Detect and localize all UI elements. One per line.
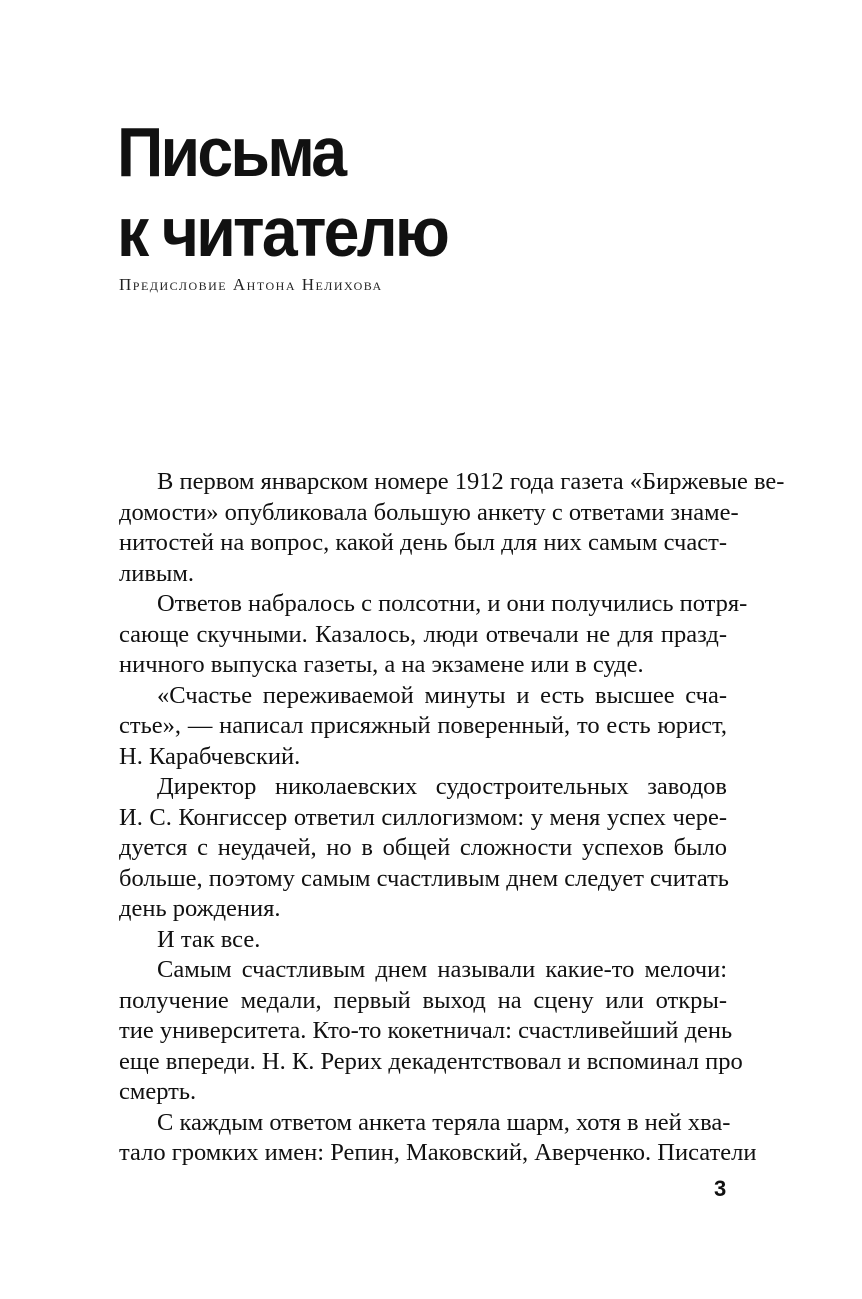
text-line: день рождения.	[119, 895, 281, 922]
paragraph	[119, 589, 748, 681]
text-line: смерть.	[119, 1078, 197, 1105]
text-line: стье», — написал присяжный поверенный, то есть юрист,	[119, 712, 727, 739]
text-line: дуется с неудачей, но в общей сложности успехов было	[119, 834, 727, 861]
text-line: Ответов набралось с полсотни, и они получились потря-	[157, 590, 748, 617]
text-line: В первом январском номере 1912 года газета «Биржевые ве-	[157, 468, 785, 495]
paragraph	[119, 925, 727, 956]
text-line: сающе скучными. Казалось, люди отвечали не для празд-	[119, 620, 727, 648]
text-line: ничного выпуска газеты, а на экзамене или в суде.	[119, 651, 644, 678]
paragraph	[119, 772, 727, 925]
body-text	[119, 467, 785, 1169]
chapter-title	[117, 112, 447, 272]
text-line: тало громких имен: Репин, Маковский, Аверченко. Писатели	[119, 1139, 757, 1166]
text-line: тие университета. Кто-то кокетничал: счастливейший день	[119, 1017, 733, 1044]
text-line: Самым счастливым днем называли какие-то мелочи:	[157, 956, 727, 983]
chapter-subtitle: Предисловие Антона Нелихова	[119, 275, 383, 294]
text-line: И. С. Конгиссер ответил силлогизмом: у меня успех чере-	[119, 803, 727, 831]
text-line: больше, поэтому самым счастливым днем следует считать	[119, 864, 729, 892]
paragraph	[119, 955, 743, 1108]
paragraph	[119, 1108, 757, 1169]
paragraph	[119, 467, 785, 589]
chapter-title-line-1: Письма	[117, 113, 345, 191]
text-line: И так все.	[157, 925, 261, 953]
text-line: Н. Карабчевский.	[119, 742, 301, 770]
text-line: нитостей на вопрос, какой день был для них самым счаст-	[119, 529, 727, 556]
text-line: «Счастье переживаемой минуты и есть высшее сча-	[157, 681, 727, 709]
text-line: ливым.	[119, 559, 194, 587]
text-line: домости» опубликовала большую анкету с ответами знаме-	[119, 498, 739, 526]
text-line: С каждым ответом анкета теряла шарм, хотя в ней хва-	[157, 1108, 731, 1136]
page-number: 3	[714, 1176, 727, 1201]
text-line: еще впереди. Н. К. Рерих декадентствовал и вспоминал про	[119, 1047, 743, 1075]
text-line: Директор николаевских судостроительных заводов	[157, 773, 727, 800]
paragraph	[119, 681, 727, 773]
text-line: получение медали, первый выход на сцену или откры-	[119, 986, 727, 1014]
chapter-title-line-2: к читателю	[117, 193, 448, 271]
